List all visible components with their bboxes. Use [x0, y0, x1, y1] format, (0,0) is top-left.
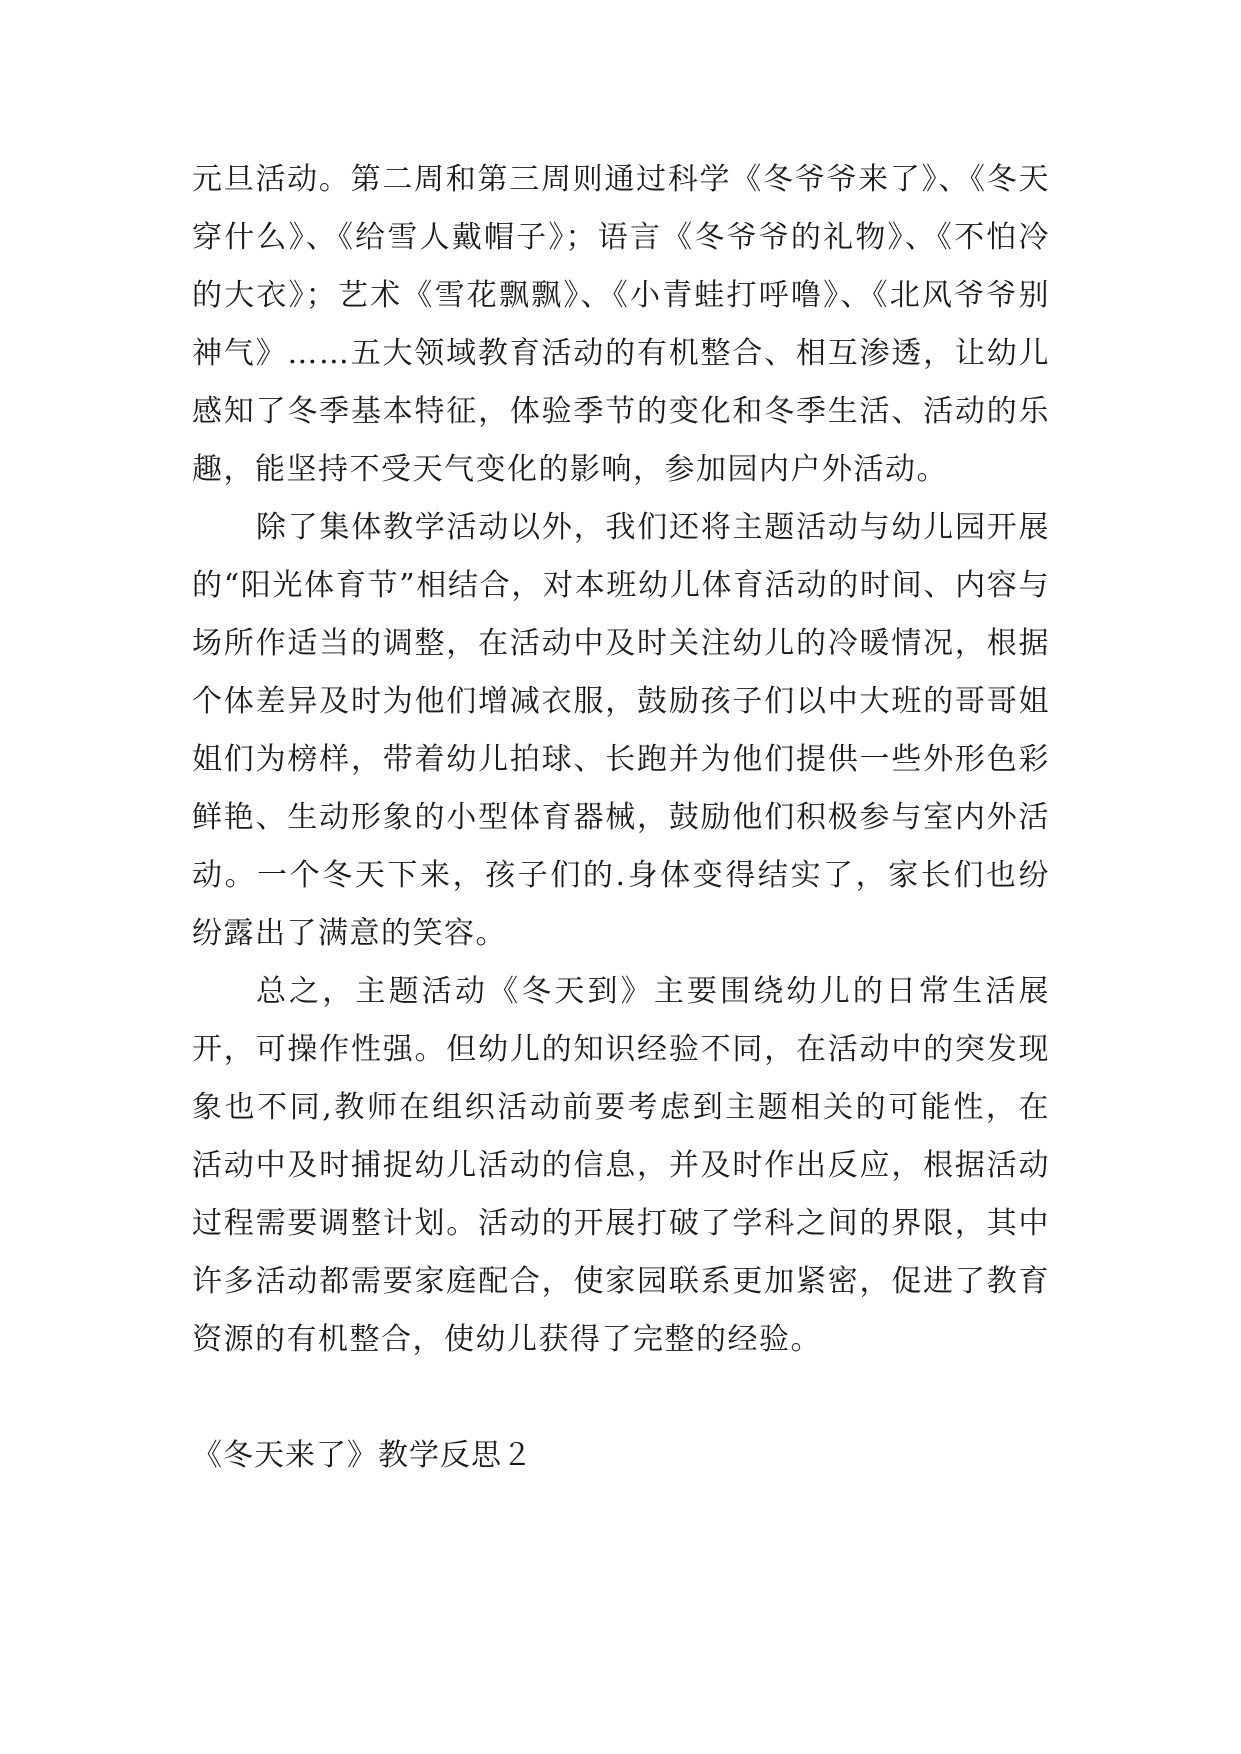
paragraph-3: 总之，主题活动《冬天到》主要围绕幼儿的日常生活展开，可操作性强。但幼儿的知识经验不同，在活动中的突发现象也不同,教师在组织活动前要考虑到主题相关的可能性，在活动中及时捕捉幼儿活动的信息，并及时作出反应，根据活动过程需要调整计划。活动的开展打破了学科之间的界限，其中许多活动都需要家庭配合，使家园联系更加紧密，促进了教育资源的有机整合，使幼儿获得了完整的经验。 [192, 974, 1050, 1357]
paragraph-2: 除了集体教学活动以外，我们还将主题活动与幼儿园开展的“阳光体育节”相结合，对本班幼儿体育活动的时间、内容与场所作适当的调整，在活动中及时关注幼儿的冷暖情况，根据个体差异及时为他们增减衣服，鼓励孩子们以中大班的哥哥姐姐们为榜样，带着幼儿拍球、长跑并为他们提供一些外形色彩鲜艳、生动形象的小型体育器械，鼓励他们积极参与室内外活动。一个冬天下来，孩子们的.身体变得结实了，家长们也纷纷露出了满意的笑容。 [192, 510, 1050, 951]
section-heading: 《冬天来了》教学反思２ [192, 1438, 533, 1473]
paragraph-1: 元旦活动。第二周和第三周则通过科学《冬爷爷来了》、《冬天穿什么》、《给雪人戴帽子》；语言《冬爷爷的礼物》、《不怕冷的大衣》；艺术《雪花飘飘》、《小青蛙打呼噜》、《北风爷爷别神气》……五大领域教育活动的有机整合、相互渗透，让幼儿感知了冬季基本特征，体验季节的变化和冬季生活、活动的乐趣，能坚持不受天气变化的影响，参加园内户外活动。 [192, 162, 1050, 487]
document-body [192, 151, 1050, 1485]
